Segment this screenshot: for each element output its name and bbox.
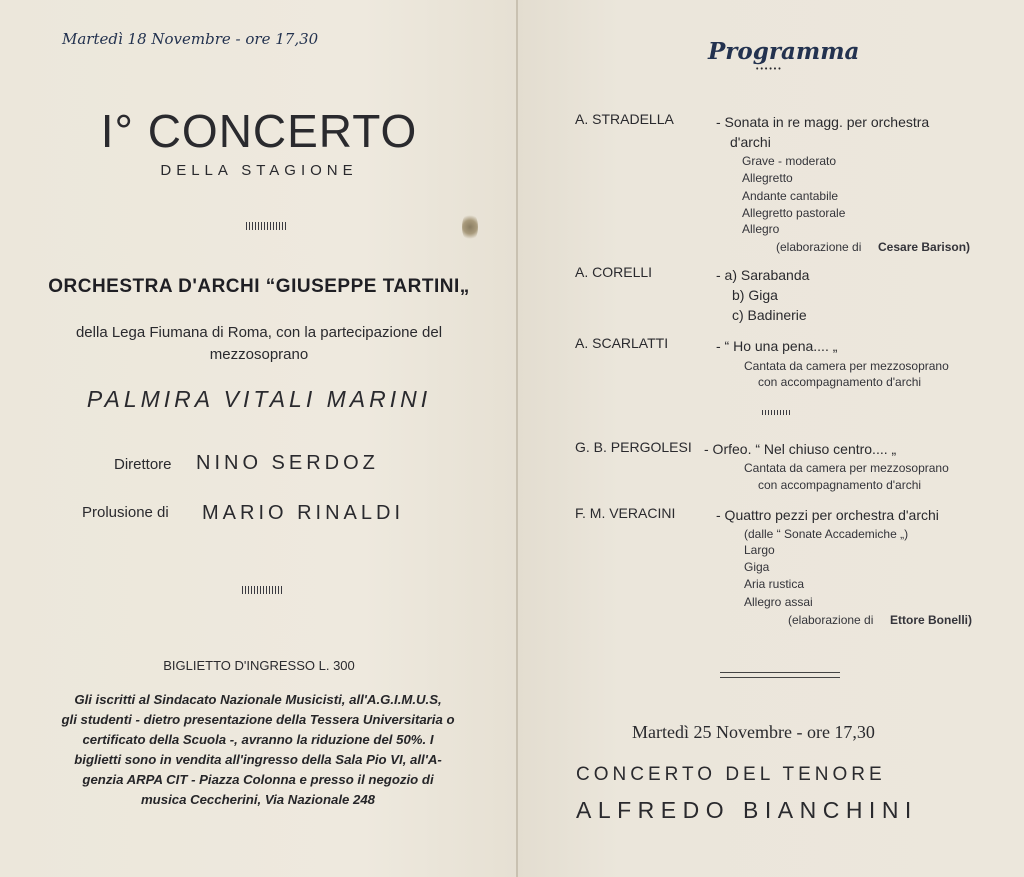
notice-line: gli studenti - dietro presentazione della Tessera Universitaria o — [61, 712, 455, 727]
scarlatti-desc-1: Cantata da camera per mezzosoprano — [744, 359, 949, 373]
notice-line: certificato della Scuola -, avranno la riduzione del 50%. I — [82, 732, 434, 747]
composer-stradella: A. STRADELLA — [575, 111, 674, 127]
composer-scarlatti: A. SCARLATTI — [575, 335, 669, 351]
concert-title: I° CONCERTO — [100, 105, 418, 157]
direttore-label: Direttore — [114, 456, 172, 473]
veracini-movement: Allegro assai — [744, 595, 813, 609]
veracini-source: (dalle “ Sonate Accademiche „) — [744, 527, 909, 541]
soloist-name: PALMIRA VITALI MARINI — [86, 386, 432, 412]
ornament-divider — [242, 586, 284, 594]
stradella-elab-name: Cesare Barison) — [878, 240, 971, 254]
lega-line-2: mezzosoprano — [209, 346, 309, 363]
lega-line-1: della Lega Fiumana di Roma, con la partecipazione del — [75, 324, 443, 341]
composer-corelli: A. CORELLI — [575, 264, 653, 280]
prolusione-name: MARIO RINALDI — [202, 502, 405, 524]
direttore-name: NINO SERDOZ — [196, 452, 379, 474]
concert-subtitle: DELLA STAGIONE — [160, 162, 358, 179]
veracini-work: - Quattro pezzi per orchestra d'archi — [716, 507, 939, 523]
corelli-item: - a) Sarabanda — [716, 267, 810, 283]
stradella-work-line-2: d'archi — [730, 134, 771, 150]
notice-line: musica Ceccherini, Via Nazionale 248 — [140, 792, 376, 807]
scarlatti-work: - “ Ho una pena.... „ — [716, 338, 838, 354]
stradella-work-line-1: - Sonata in re magg. per orchestra — [716, 114, 930, 130]
veracini-movement: Largo — [744, 543, 775, 557]
notice-line: biglietti sono in vendita all'ingresso della Sala Pio VI, all'A- — [74, 752, 442, 767]
notice-line: Gli iscritti al Sindacato Nazionale Musicisti, all'A.G.I.M.U.S, — [74, 692, 442, 707]
next-concert-line-2: ALFREDO BIANCHINI — [576, 797, 918, 823]
veracini-movement: Aria rustica — [744, 577, 805, 591]
corelli-item: c) Badinerie — [732, 307, 807, 323]
next-concert-date: Martedì 25 Novembre - ore 17,30 — [632, 722, 875, 742]
notice-line: genzia ARPA CIT - Piazza Colonna e presso il negozio di — [82, 772, 434, 787]
paper-stain — [462, 212, 478, 242]
veracini-elab-prefix: (elaborazione di — [788, 613, 874, 627]
prolusione-label: Prolusione di — [82, 504, 169, 521]
double-rule-divider — [720, 672, 840, 678]
stradella-elab-prefix: (elaborazione di — [776, 240, 862, 254]
composer-veracini: F. M. VERACINI — [575, 505, 676, 521]
stradella-movement: Allegro — [742, 222, 780, 236]
corelli-item: b) Giga — [732, 287, 778, 303]
composer-pergolesi: G. B. PERGOLESI — [575, 439, 692, 455]
date-line: Martedì 18 Novembre - ore 17,30 — [62, 30, 319, 48]
veracini-elab-name: Ettore Bonelli) — [890, 613, 973, 627]
stradella-movement: Allegretto — [742, 171, 793, 185]
pergolesi-work: - Orfeo. “ Nel chiuso centro.... „ — [704, 441, 897, 457]
right-page — [518, 0, 1024, 877]
veracini-movement: Giga — [744, 560, 770, 574]
stradella-movement: Grave - moderato — [742, 154, 837, 168]
orchestra-name: ORCHESTRA D'ARCHI “GIUSEPPE TARTINI„ — [48, 276, 470, 297]
scarlatti-desc-2: con accompagnamento d'archi — [758, 375, 922, 389]
notice-block — [30, 690, 486, 810]
stradella-movement: Andante cantabile — [742, 189, 839, 203]
pergolesi-desc-2: con accompagnamento d'archi — [758, 478, 922, 492]
ornament-divider — [762, 410, 792, 415]
program-heading: Programma — [708, 38, 860, 65]
ornament-divider — [246, 222, 288, 230]
pergolesi-desc-1: Cantata da camera per mezzosoprano — [744, 461, 949, 475]
ticket-price: BIGLIETTO D'INGRESSO L. 300 — [163, 658, 355, 673]
heading-dots: •••••• — [756, 66, 783, 73]
stradella-movement: Allegretto pastorale — [742, 206, 846, 220]
next-concert-line-1: CONCERTO DEL TENORE — [576, 764, 886, 785]
